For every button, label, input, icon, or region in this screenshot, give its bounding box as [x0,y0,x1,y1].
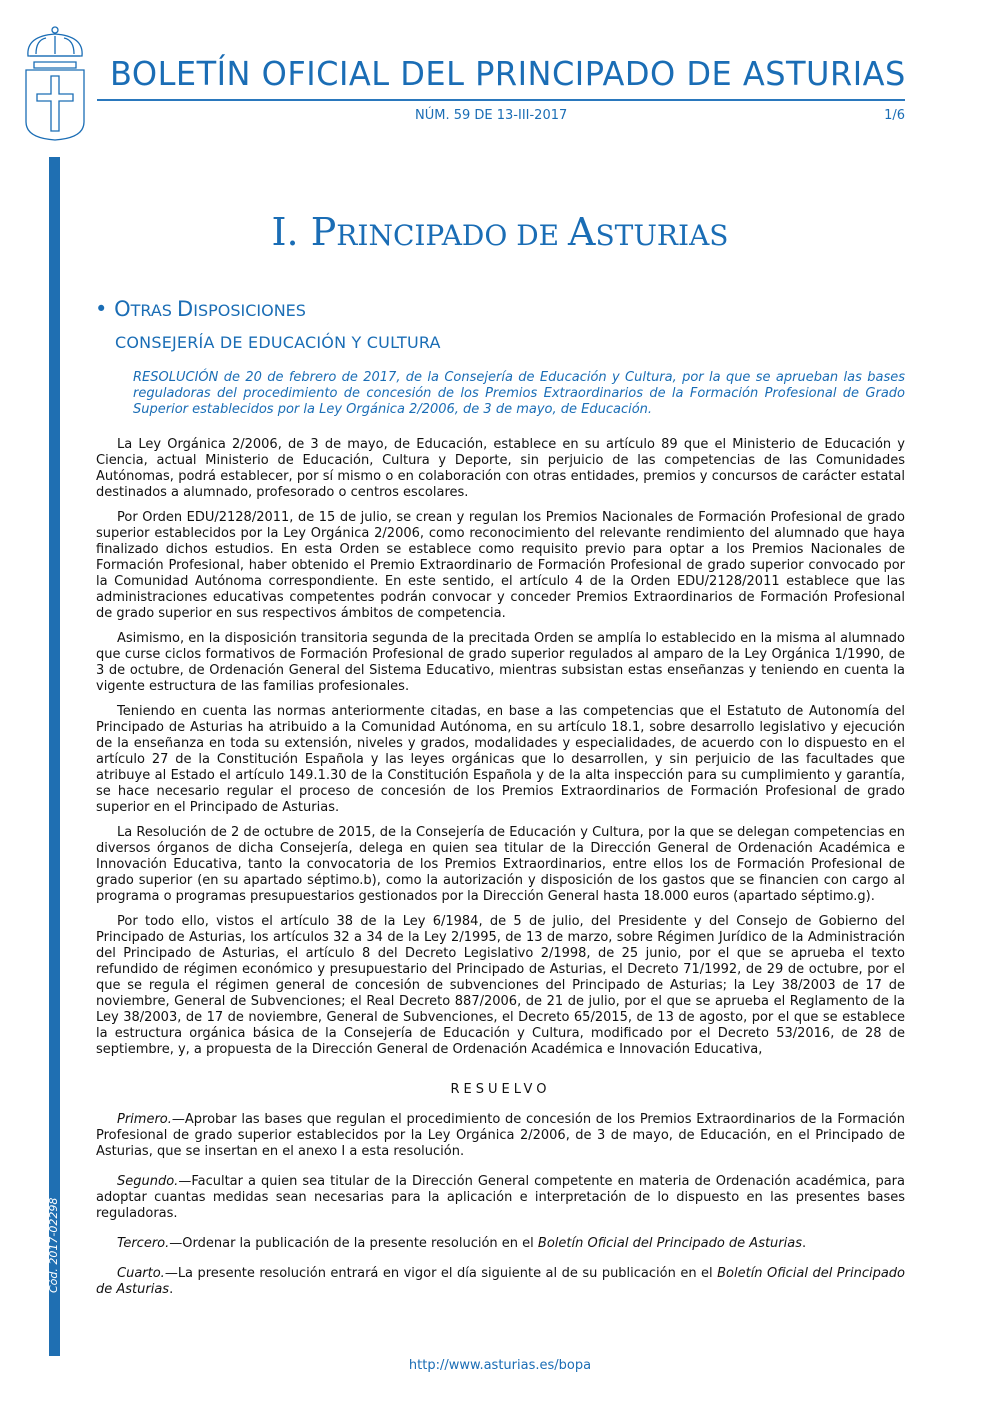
section-initial: P [310,210,337,254]
subsection-initial: D [177,297,194,321]
decision-label: Tercero. [117,1236,170,1251]
decision-text: —Facultar a quien sea titular de la Dirección General competente en materia de Ordenación académica, para adoptar cuantas medidas sean necesarias para la aplicación e interpretación de lo dispuesto en las presentes bases reguladoras. [96,1174,905,1221]
paragraph: Asimismo, en la disposición transitoria segunda de la precitada Orden se amplía lo establecido en la misma al alumnado que curse ciclos formativos de Formación Profesional de grado superior regulados al amparo de la Ley Orgánica 1/1990, de 3 de octubre, de Ordenación General del Sistema Educativo, mientras subsistan estas enseñanzas y teniendo en cuenta la vigente estructura de las familias profesionales. [96,631,905,694]
decision-label: Cuarto. [117,1266,165,1281]
document-code: Cód. 2017-02298 [47,1197,60,1293]
section-text: STURIAS [595,219,729,252]
paragraph: Teniendo en cuenta las normas anteriormente citadas, en base a las competencias que el Estatuto de Autonomía del Principado de Asturias ha atribuido a la Comunidad Autónoma, en su artículo 18.1, sobre desarrollo legislativo y ejecución de la enseñanza en toda su extensión, niveles y grados, modalidades y especialidades, de acuerdo con lo dispuesto en el artículo 27 de la Constitución Española y las leyes orgánicas que lo desarrollen, y sin perjuicio de las facultades que atribuye al Estado el artículo 149.1.30 de la Constitución Española y de la alta inspección para su cumplimiento y garantía, se hace necesario regular el proceso de concesión de los Premios Extraordinarios de Formación Profesional de grado superior en el Principado de Asturias. [96,704,905,815]
bulletin-reference: Boletín Oficial del Principado de Asturias [537,1236,802,1251]
decision-text: —Aprobar las bases que regulan el procedimiento de concesión de los Premios Extraordinarios de la Formación Profesional de grado superior establecidos por la Ley Orgánica 2/2006, de 3 de mayo, de Educación, en el Principado de Asturias, que se insertan en el anexo I a esta resolución. [96,1112,905,1159]
subsection-heading [95,297,306,321]
asturias-coat-of-arms-logo [22,24,88,142]
decision-tail: . [802,1236,807,1251]
page-number: 1/6 [884,108,905,123]
section-text: RINCIPADO DE [336,219,569,252]
decision-cuarto [96,1266,905,1298]
paragraph: La Ley Orgánica 2/2006, de 3 de mayo, de Educación, establece en su artículo 89 que el Ministerio de Educación y Ciencia, actual Ministerio de Educación, Cultura y Deporte, sin perjuicio de las competencias de las Comunidades Autónomas, podrá establecer, por sí mismo o en colaboración con otras entidades, premios y concursos de carácter estatal destinados a alumnado, profesorado o centros escolares. [96,437,905,500]
decision-text: —La presente resolución entrará en vigor el día siguiente al de su publicación en el [164,1266,718,1281]
document-body [96,437,905,1312]
bulletin-title: BOLETÍN OFICIAL DEL PRINCIPADO DE ASTURIAS [110,54,906,93]
decision-segundo [96,1174,905,1222]
decision-tercero [96,1236,905,1252]
footer-url-link[interactable]: http://www.asturias.es/bopa [408,1358,592,1373]
subsection-text: TRAS [130,301,178,320]
section-numeral: I. [271,210,299,254]
decision-label: Segundo. [117,1174,179,1189]
sidebar-bar [49,157,60,1356]
decision-text: —Ordenar la publicación de la presente resolución en el [169,1236,538,1251]
resuelvo-heading: RESUELVO [450,1082,551,1097]
department-heading: CONSEJERÍA DE EDUCACIÓN Y CULTURA [115,333,441,352]
decision-tail: . [169,1282,174,1297]
paragraph: Por Orden EDU/2128/2011, de 15 de julio, se crean y regulan los Premios Nacionales de Formación Profesional de grado superior establecidos por la Ley Orgánica 2/2006, como reconocimiento del relevante rendimiento del alumnado que haya finalizado dichos estudios. En esta Orden se establece como requisito previo para optar a los Premios Nacionales de Formación Profesional, haber obtenido el Premio Extraordinario de Formación Profesional de grado superior convocado por la Comunidad Autónoma correspondiente. En este sentido, el artículo 4 de la Orden EDU/2128/2011 establece que las administraciones educativas competentes podrán convocar y conceder Premios Extraordinarios de Formación Profesional de grado superior en sus respectivos ámbitos de competencia. [96,510,905,621]
paragraph: Por todo ello, vistos el artículo 38 de la Ley 6/1984, de 5 de julio, del Presidente y del Consejo de Gobierno del Principado de Asturias, los artículos 32 a 34 de la Ley 2/1995, de 13 de marzo, sobre Régimen Jurídico de la Administración del Principado de Asturias, el artículo 8 del Decreto Legislativo 2/1998, de 25 junio, por el que se aprueba el texto refundido de régimen económico y presupuestario del Principado de Asturias, el Decreto 71/1992, de 29 de octubre, por el que se regula el régimen general de concesión de subvenciones del Principado de Asturias; la Ley 38/2003 de 17 de noviembre, General de Subvenciones; el Real Decreto 887/2006, de 21 de julio, por el que se aprueba el Reglamento de la Ley 38/2003, de 17 de noviembre, General de Subvenciones, el Decreto 65/2015, de 13 de agosto, por el que se establece la estructura orgánica básica de la Consejería de Educación y Cultura, modificado por el Decreto 53/2016, de 28 de septiembre, y, a propuesta de la Dirección General de Ordenación Académica e Innovación Educativa, [96,914,905,1057]
decision-primero [96,1112,905,1160]
header-rule [97,99,905,101]
subsection-text: ISPOSICIONES [193,301,306,320]
issue-number: NÚM. 59 DE 13-III-2017 [415,108,568,123]
section-initial: A [568,210,596,254]
section-heading [0,210,1000,254]
resolution-title: RESOLUCIÓN de 20 de febrero de 2017, de la Consejería de Educación y Cultura, por la que se aprueban las bases reguladoras del procedimiento de concesión de los Premios Extraordinarios de la Formación Profesional de Grado Superior establecidos por la Ley Orgánica 2/2006, de 3 de mayo, de Educación. [133,370,905,417]
decision-label: Primero. [117,1112,172,1127]
subsection-initial: O [114,297,131,321]
bullet: • [95,297,108,321]
paragraph: La Resolución de 2 de octubre de 2015, de la Consejería de Educación y Cultura, por la que se delegan competencias en diversos órganos de dicha Consejería, delega en quien sea titular de la Dirección General de Ordenación Académica e Innovación Educativa, tanto la convocatoria de los Premios Extraordinarios, entre ellos los de Formación Profesional de grado superior (en su apartado séptimo.b), como la autorización y disposición de los gastos que se financien con cargo al programa o programas presupuestarios gestionados por la Dirección General hasta 18.000 euros (apartado séptimo.g). [96,825,905,904]
bulletin-reference: Boletín Oficial del Principado de Asturias [96,1266,905,1297]
